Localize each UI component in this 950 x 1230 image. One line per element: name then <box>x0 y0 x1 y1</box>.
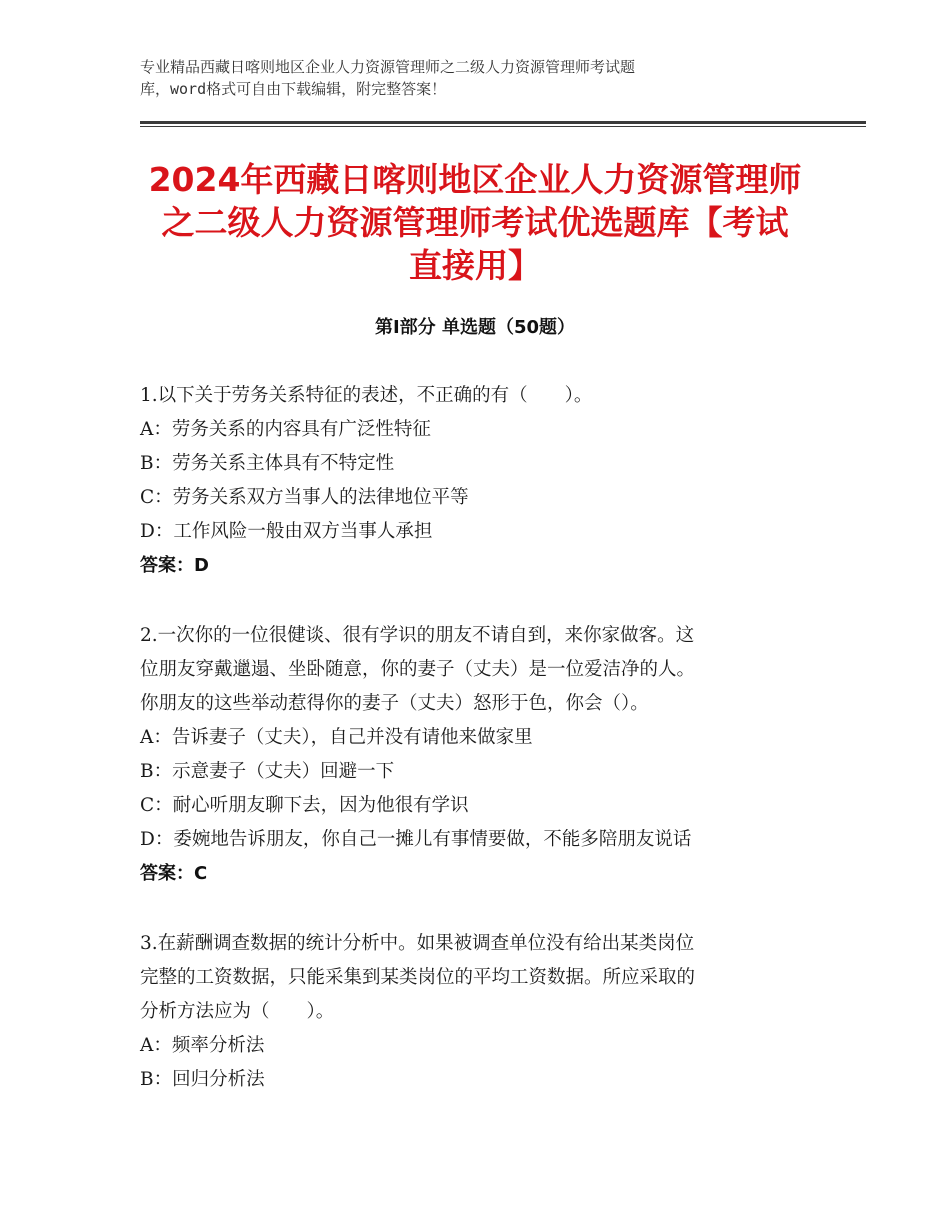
option-a: A：劳务关系的内容具有广泛性特征 <box>140 419 431 440</box>
question-stem: 位朋友穿戴邋遢、坐卧随意，你的妻子（丈夫）是一位爱洁净的人。 <box>140 659 696 680</box>
option-c: C：劳务关系双方当事人的法律地位平等 <box>140 487 469 508</box>
header-note-line: 库，word格式可自由下载编辑，附完整答案！ <box>140 80 447 98</box>
option-d: D：委婉地告诉朋友，你自己一摊儿有事情要做，不能多陪朋友说话 <box>140 829 692 850</box>
header-divider-thick <box>140 121 866 124</box>
option-d: D：工作风险一般由双方当事人承担 <box>140 521 433 542</box>
option-b: B：示意妻子（丈夫）回避一下 <box>140 761 395 782</box>
header-note-line: 专业精品西藏日喀则地区企业人力资源管理师之二级人力资源管理师考试题 <box>140 58 636 76</box>
question-stem: 1.以下关于劳务关系特征的表述，不正确的有（ ）。 <box>140 385 593 406</box>
option-a: A：告诉妻子（丈夫），自己并没有请他来做家里 <box>140 727 533 748</box>
question-item <box>140 379 820 583</box>
question-stem: 3.在薪酬调查数据的统计分析中。如果被调查单位没有给出某类岗位 <box>140 933 695 954</box>
option-a: A：频率分析法 <box>140 1035 265 1056</box>
question-stem: 2.一次你的一位很健谈、很有学识的朋友不请自到，来你家做客。这 <box>140 625 695 646</box>
question-stem: 完整的工资数据，只能采集到某类岗位的平均工资数据。所应采取的 <box>140 967 696 988</box>
answer-label: 答案：D <box>140 555 209 576</box>
option-b: B：劳务关系主体具有不特定性 <box>140 453 395 474</box>
question-item <box>140 619 820 891</box>
question-stem: 分析方法应为（ ）。 <box>140 1001 335 1022</box>
document-title <box>140 158 810 287</box>
option-c: C：耐心听朋友聊下去，因为他很有学识 <box>140 795 469 816</box>
question-item <box>140 927 820 1097</box>
answer-label: 答案：C <box>140 863 208 884</box>
section-heading: 第Ⅰ部分 单选题（50题） <box>374 317 575 338</box>
header-divider-thin <box>140 126 866 127</box>
title-line: 之二级人力资源管理师考试优选题库【考试 <box>161 203 789 242</box>
option-b: B：回归分析法 <box>140 1069 265 1090</box>
title-line: 2024年西藏日喀则地区企业人力资源管理师 <box>148 160 802 199</box>
question-stem: 你朋友的这些举动惹得你的妻子（丈夫）怒形于色，你会（）。 <box>140 693 649 714</box>
title-line: 直接用】 <box>409 246 541 285</box>
header-note <box>140 56 780 100</box>
